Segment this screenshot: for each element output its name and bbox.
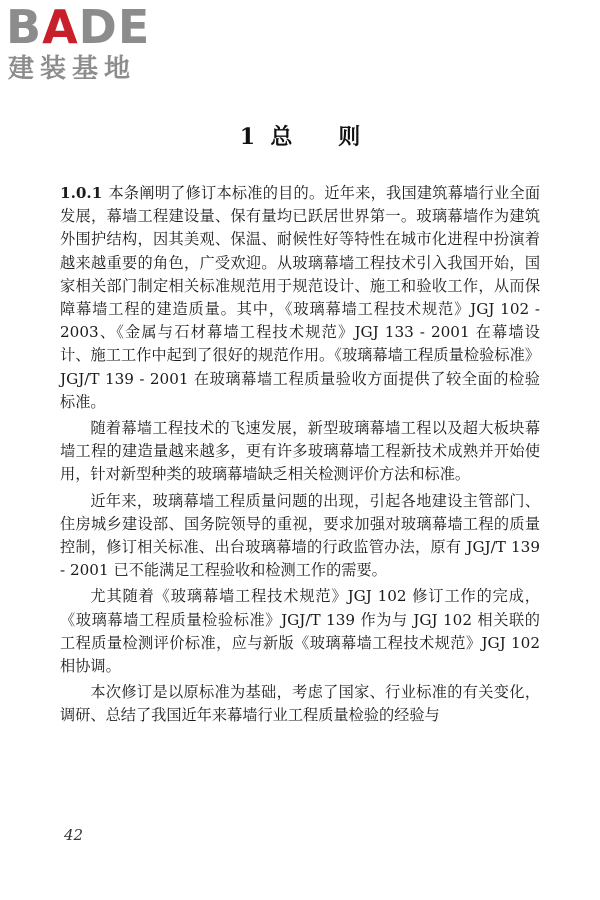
paragraph-3: 近年来，玻璃幕墙工程质量问题的出现，引起各地建设主管部门、住房城乡建设部、国务院领导的重视，要求加强对玻璃幕墙工程的质量控制，修订相关标准、出台玻璃幕墙的行政监管办法，原有 JGJ/T 139 - 2001 已不能满足工程验收和检测工作的需要。 (60, 491, 540, 580)
logo-letters-end: DE (78, 0, 151, 54)
page-number: 42 (64, 826, 84, 844)
paragraph-4: 尤其随着《玻璃幕墙工程技术规范》JGJ 102 修订工作的完成，《玻璃幕墙工程质量检验标准》JGJ/T 139 作为与 JGJ 102 相关联的工程质量检测评价标准，应与新版《玻璃幕墙工程技术规范》JGJ 102 相协调。 (60, 587, 540, 676)
chapter-title: 1 总 则 (239, 124, 361, 150)
logo-subtitle: 建装基地 (8, 54, 137, 84)
body-text (60, 182, 540, 731)
logo-accent-letter: A (42, 0, 79, 54)
paragraph-5: 本次修订是以原标准为基础，考虑了国家、行业标准的有关变化，调研、总结了我国近年来幕墙行业工程质量检验的经验与 (60, 683, 540, 725)
logo-letters-start: B (6, 0, 43, 54)
paragraph-text: 本条阐明了修订本标准的目的。近年来，我国建筑幕墙行业全面发展，幕墙工程建设量、保有量均已跃居世界第一。玻璃幕墙作为建筑外围护结构，因其美观、保温、耐候性好等特性在城市化进程中扮演着越来越重要的角色，广受欢迎。从玻璃幕墙工程技术引入我国开始，国家相关部门制定相关标准规范用于规范设计、施工和验收工作，从而保障幕墙工程的建造质量。其中，《玻璃幕墙工程技术规范》JGJ 102 - 2003、《金属与石材幕墙工程技术规范》JGJ 133 - 2001 在幕墙设计、施工工作中起到了很好的规范作用。《玻璃幕墙工程质量检验标准》JGJ/T 139 - 2001 在玻璃幕墙工程质量验收方面提供了较全面的检验标准。 (60, 184, 540, 411)
clause-number: 1.0.1 (60, 184, 103, 202)
logo-wordmark (6, 2, 150, 52)
brand-logo (6, 2, 176, 86)
paragraph-2: 随着幕墙工程技术的飞速发展，新型玻璃幕墙工程以及超大板块幕墙工程的建造量越来越多，更有许多玻璃幕墙工程新技术成熟并开始使用，针对新型种类的玻璃幕墙缺乏相关检测评价方法和标准。 (60, 419, 540, 484)
paragraph-1 (60, 182, 540, 414)
